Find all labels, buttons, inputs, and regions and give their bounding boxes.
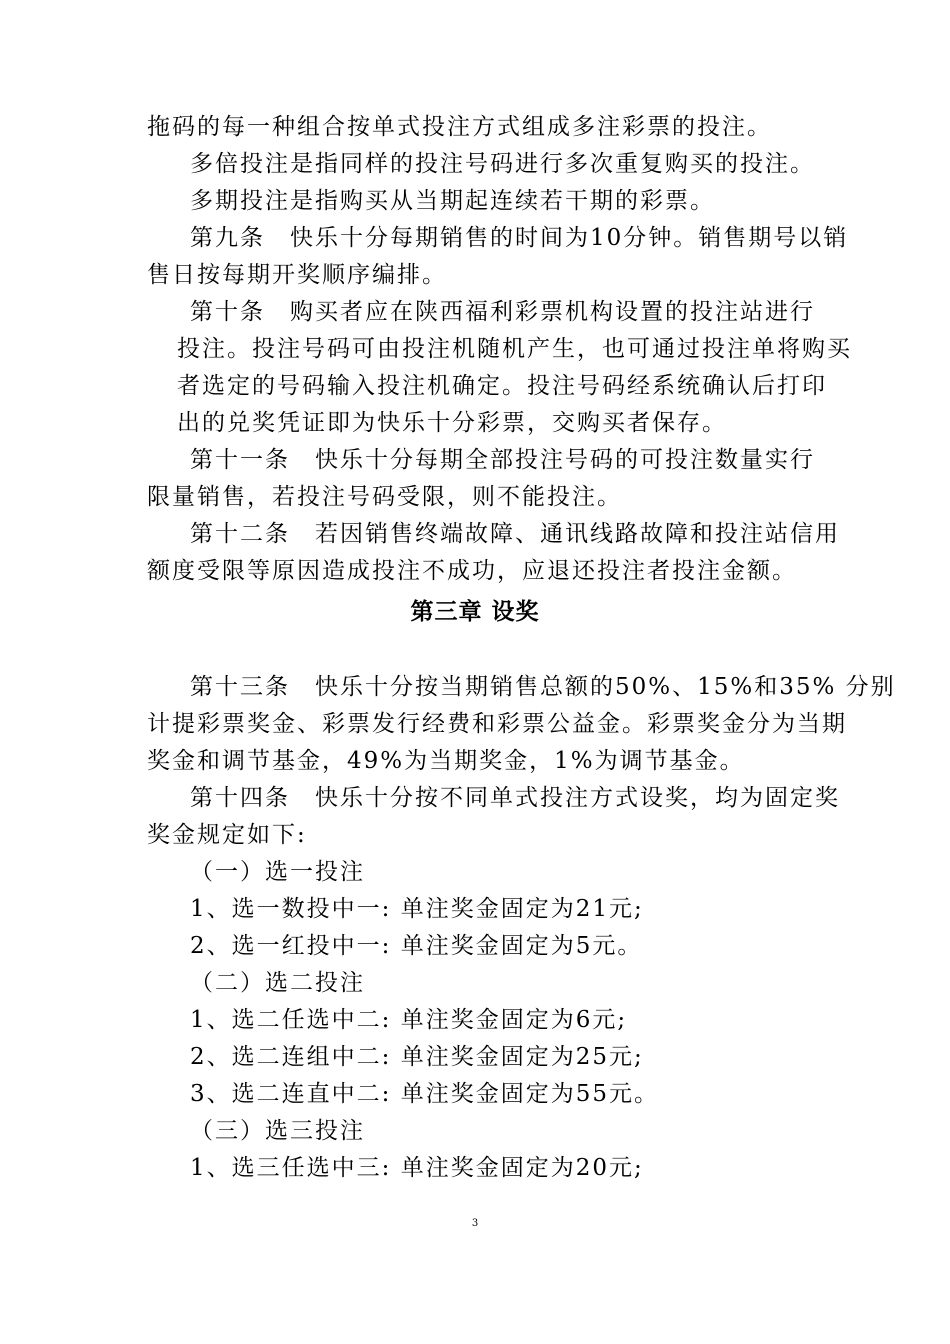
text-line: 奖金规定如下: (147, 822, 307, 848)
text-line: 出的兑奖凭证即为快乐十分彩票，交购买者保存。 (177, 410, 727, 436)
text-line: 投注。投注号码可由投注机随机产生，也可通过投注单将购买 (177, 336, 852, 362)
chapter-title: 第三章 设奖 (410, 599, 540, 625)
text-line: 第十四条 快乐十分按不同单式投注方式设奖，均为固定奖 (190, 785, 840, 811)
text-line: 第十条 购买者应在陕西福利彩票机构设置的投注站进行 (190, 299, 815, 325)
text-line: 计提彩票奖金、彩票发行经费和彩票公益金。彩票奖金分为当期 (147, 711, 847, 737)
text-line: 3、选二连直中二: 单注奖金固定为55元。 (190, 1081, 659, 1107)
text-line: 多期投注是指购买从当期起连续若干期的彩票。 (190, 188, 715, 214)
text-line: 拖码的每一种组合按单式投注方式组成多注彩票的投注。 (147, 114, 772, 140)
text-line: 2、选二连组中二: 单注奖金固定为25元; (190, 1044, 644, 1070)
text-line: 1、选一数投中一: 单注奖金固定为21元; (190, 896, 644, 922)
text-line: 额度受限等原因造成投注不成功，应退还投注者投注金额。 (147, 558, 797, 584)
text-line: （三）选三投注 (190, 1118, 365, 1144)
text-line: 1、选三任选中三: 单注奖金固定为20元; (190, 1155, 644, 1181)
text-line: 多倍投注是指同样的投注号码进行多次重复购买的投注。 (190, 151, 815, 177)
text-line: 1、选二任选中二: 单注奖金固定为6元; (190, 1007, 628, 1033)
text-line: 限量销售，若投注号码受限，则不能投注。 (147, 484, 622, 510)
text-line: 者选定的号码输入投注机确定。投注号码经系统确认后打印 (177, 373, 827, 399)
text-line: 第九条 快乐十分每期销售的时间为10分钟。销售期号以销 (190, 225, 849, 251)
text-line: 2、选一红投中一: 单注奖金固定为5元。 (190, 933, 643, 959)
text-line: 第十三条 快乐十分按当期销售总额的50%、15%和35% 分别 (190, 674, 896, 700)
text-line: 第十一条 快乐十分每期全部投注号码的可投注数量实行 (190, 447, 815, 473)
text-line: （一）选一投注 (190, 859, 365, 885)
text-line: 奖金和调节基金，49%为当期奖金，1%为调节基金。 (147, 748, 745, 774)
page-number: 3 (471, 1218, 479, 1229)
text-line: 售日按每期开奖顺序编排。 (147, 262, 447, 288)
text-line: 第十二条 若因销售终端故障、通讯线路故障和投注站信用 (190, 521, 840, 547)
text-line: （二）选二投注 (190, 970, 365, 996)
